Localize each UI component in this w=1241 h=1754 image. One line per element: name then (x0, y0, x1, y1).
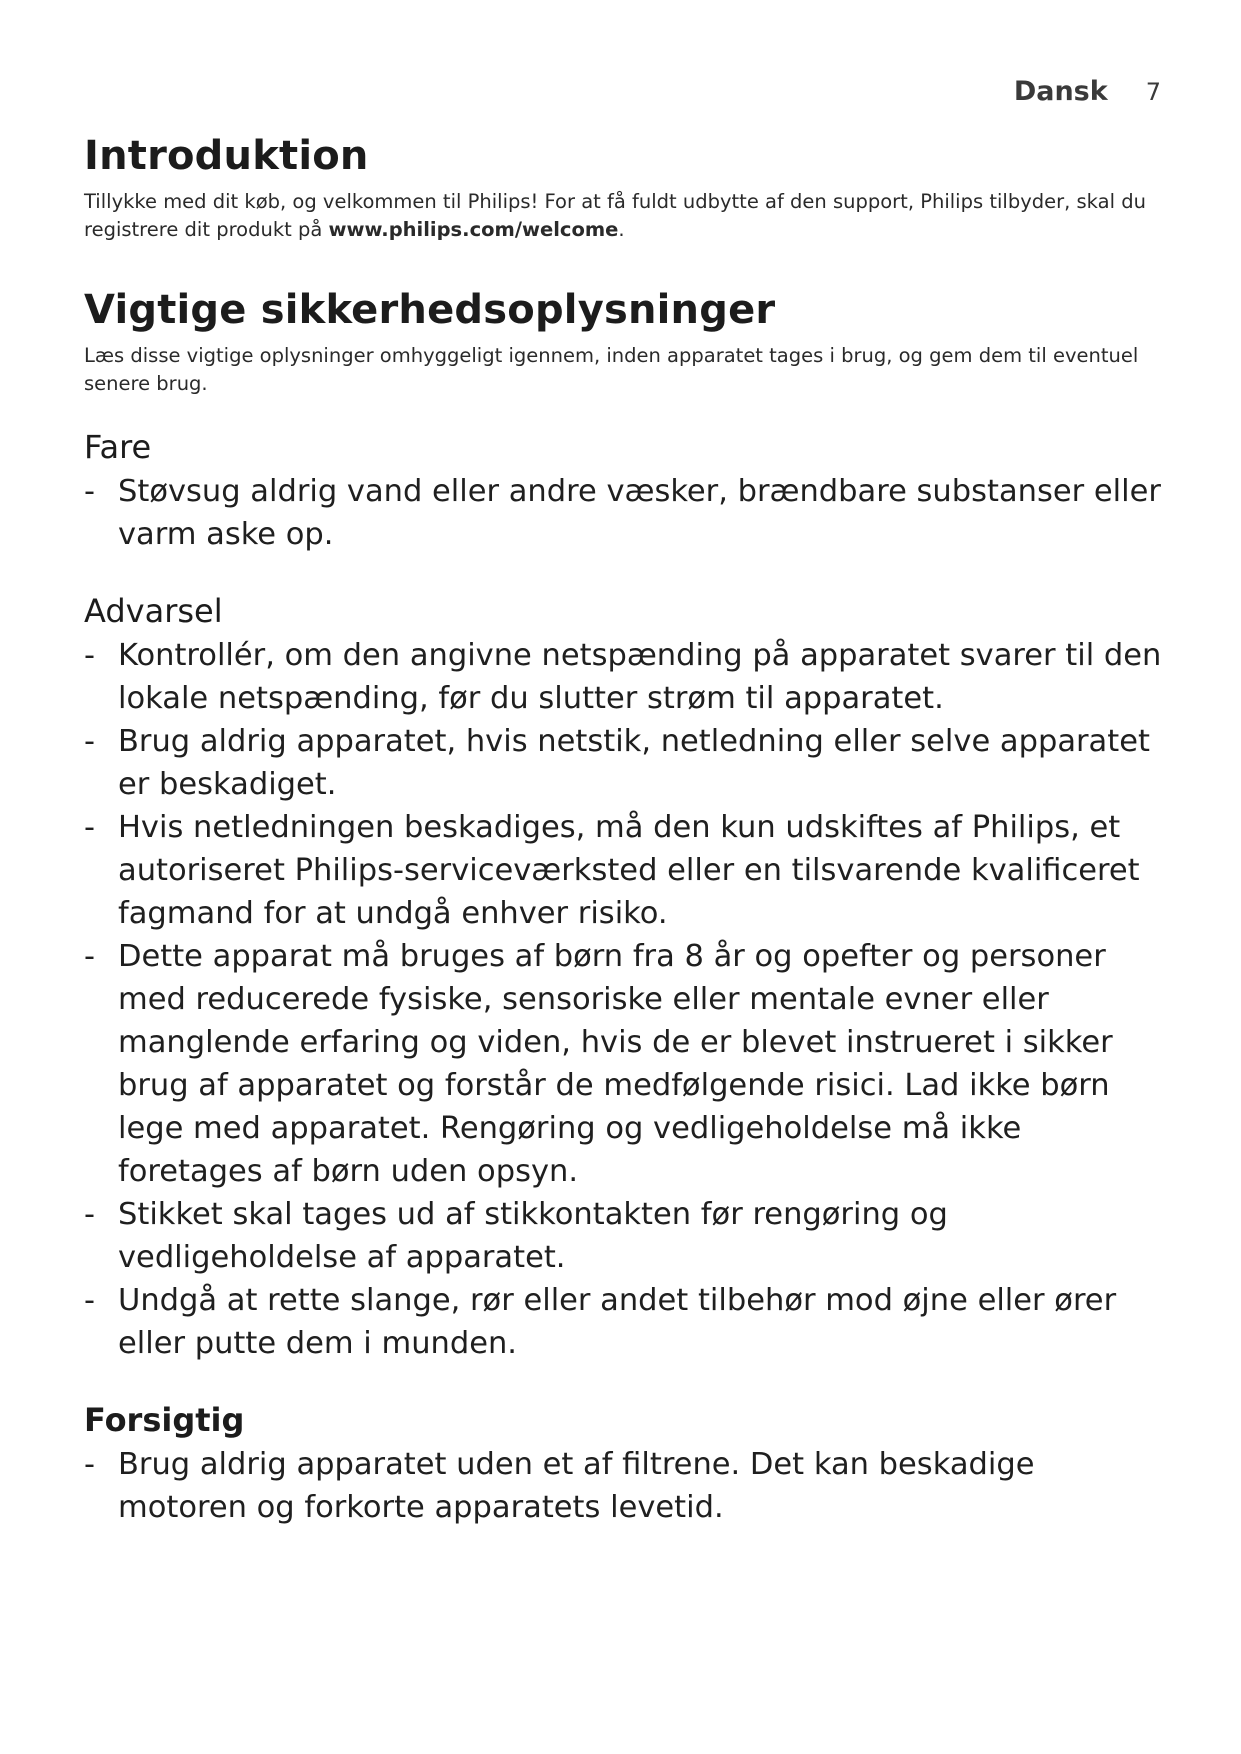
danger-list (84, 470, 1164, 556)
language-label: Dansk (1013, 76, 1108, 107)
list-item (84, 1193, 1164, 1279)
intro-text-end: . (618, 218, 625, 241)
list-item (84, 935, 1164, 1193)
list-item (84, 806, 1164, 935)
dash-bullet: - (84, 638, 96, 673)
warning-heading: Advarsel (84, 592, 223, 630)
dash-bullet: - (84, 939, 96, 974)
dash-bullet: - (84, 474, 96, 509)
dash-bullet: - (84, 724, 96, 759)
list-item (84, 634, 1164, 720)
list-item-text: Dette apparat må bruges af børn fra 8 år og opefter og personer med reducerede fysiske, sensoriske eller mentale evner eller manglende erfaring og viden, hvis de er blevet instrueret i sikker brug af apparatet og forstår de medfølgende risici. Lad ikke børn lege med apparatet. Rengøring og vedligeholdelse må ikke foretages af børn uden opsyn. (118, 939, 1113, 1189)
dash-bullet: - (84, 1197, 96, 1232)
safety-heading: Vigtige sikkerhedsoplysninger (84, 287, 776, 333)
list-item (84, 720, 1164, 806)
list-item-text: Stikket skal tages ud af stikkontakten før rengøring og vedligeholdelse af apparatet. (118, 1197, 948, 1275)
intro-text: Tillykke med dit køb, og velkommen til Philips! For at få fuldt udbytte af den support, Philips tilbyder, skal du registrere dit produkt på (84, 190, 1146, 241)
dash-bullet: - (84, 1283, 96, 1318)
safety-paragraph: Læs disse vigtige oplysninger omhyggeligt igennem, inden apparatet tages i brug, og gem dem til eventuel senere brug. (84, 344, 1139, 395)
page-content (84, 130, 1164, 1529)
list-item-text: Undgå at rette slange, rør eller andet tilbehør mod øjne eller ører eller putte dem i munden. (118, 1283, 1117, 1361)
dash-bullet: - (84, 1447, 96, 1482)
danger-heading: Fare (84, 428, 152, 466)
warning-list (84, 634, 1164, 1365)
list-item-text: Støvsug aldrig vand eller andre væsker, brændbare substanser eller varm aske op. (118, 474, 1161, 552)
intro-heading: Introduktion (84, 133, 369, 179)
page-number: 7 (1145, 78, 1161, 106)
list-item-text: Brug aldrig apparatet, hvis netstik, netledning eller selve apparatet er beskadiget. (118, 724, 1150, 802)
caution-list (84, 1443, 1164, 1529)
list-item (84, 470, 1164, 556)
page-header (1014, 76, 1161, 107)
caution-heading: Forsigtig (84, 1401, 245, 1439)
list-item-text: Kontrollér, om den angivne netspænding på apparatet svarer til den lokale netspænding, før du slutter strøm til apparatet. (118, 638, 1162, 716)
intro-paragraph (84, 188, 1164, 244)
dash-bullet: - (84, 810, 96, 845)
registration-link: www.philips.com/welcome (328, 218, 619, 241)
list-item-text: Brug aldrig apparatet uden et af filtrene. Det kan beskadige motoren og forkorte apparatets levetid. (118, 1447, 1035, 1525)
list-item (84, 1279, 1164, 1365)
list-item (84, 1443, 1164, 1529)
list-item-text: Hvis netledningen beskadiges, må den kun udskiftes af Philips, et autoriseret Philips-serviceværksted eller en tilsvarende kvalificeret fagmand for at undgå enhver risiko. (118, 810, 1140, 931)
